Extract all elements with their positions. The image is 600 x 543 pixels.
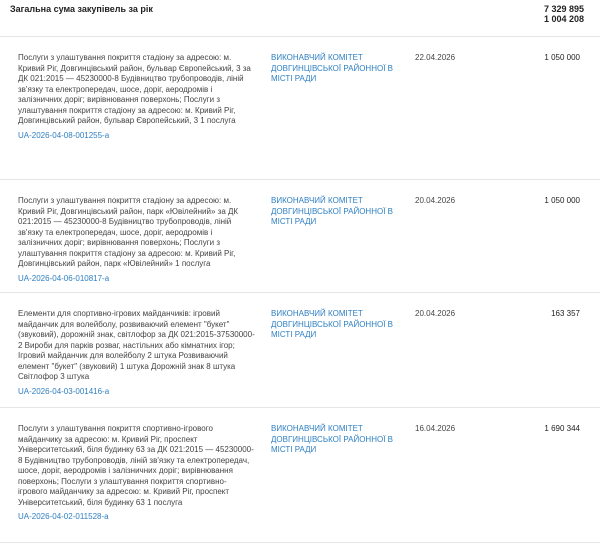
row-date: 22.04.2026 bbox=[415, 53, 456, 62]
summary-total: 7 329 895 bbox=[543, 4, 584, 14]
row-date: 20.04.2026 bbox=[415, 196, 456, 205]
row-description bbox=[18, 309, 256, 397]
description-text: Послуги з улаштування покриття стадіону за адресою: м. Кривий Ріг, Довгинцівський район, бульвар Європейський, 3 за ДК 021:2015 — 45230000-8 Будівництво трубопроводів, ліній зв'язку та електропередач, шосе, доріг, аеродромів і залізничних доріг; вирівнювання поверхонь; Послуги з улаштування покриття стадіону за адресою: м. Кривий Ріг, Довгинцівський район, бульвар Європейський, 3 1 послуга bbox=[18, 53, 251, 125]
tender-id-link[interactable]: UA-2026-04-03-001416-a bbox=[18, 386, 110, 396]
procurement-row bbox=[0, 293, 600, 408]
organization-link[interactable]: ВИКОНАВЧИЙ КОМІТЕТ ДОВГИНЦІВСЬКОЇ РАЙОННОЇ В МІСТІ РАДИ bbox=[271, 53, 393, 83]
procurement-row bbox=[0, 37, 600, 180]
organization-link[interactable]: ВИКОНАВЧИЙ КОМІТЕТ ДОВГИНЦІВСЬКОЇ РАЙОННОЇ В МІСТІ РАДИ bbox=[271, 424, 393, 454]
row-description bbox=[18, 424, 256, 523]
organization-link[interactable]: ВИКОНАВЧИЙ КОМІТЕТ ДОВГИНЦІВСЬКОЇ РАЙОННОЇ В МІСТІ РАДИ bbox=[271, 309, 393, 339]
row-amount: 1 050 000 bbox=[544, 196, 580, 205]
summary-subtotal: 1 004 208 bbox=[543, 14, 584, 24]
description-text: Послуги з улаштування покриття стадіону за адресою: м. Кривий Ріг, Довгинцівський район, парк «Ювілейний» за ДК 021:2015 — 45230000-8 Будівництво трубопроводів, ліній зв'язку та електропередач, шосе, доріг, аеродромів і залізничних доріг; вирівнювання поверхонь; Послуги з улаштування покриття стадіону за адресою: м. Кривий Ріг, Довгинцівський район, парк «Ювілейний» 1 послуга bbox=[18, 196, 239, 268]
row-date: 20.04.2026 bbox=[415, 309, 456, 318]
row-amount: 1 050 000 bbox=[544, 53, 580, 62]
organization-link[interactable]: ВИКОНАВЧИЙ КОМІТЕТ ДОВГИНЦІВСЬКОЇ РАЙОННОЇ В МІСТІ РАДИ bbox=[271, 196, 393, 226]
tender-id-link[interactable]: UA-2026-04-02-011528-a bbox=[18, 512, 109, 521]
row-description bbox=[18, 53, 256, 141]
description-text: Елементи для спортивно-ігрових майданчиків: ігровий майданчик для волейболу, розвиваючий елемент "букет" (звуковий), дорожній знак, світлофор за ДК 021:2015-37530000-2 Вироби для парків розваг, настільних або кімнатних ігор; Ігровий майданчик для волейболу 2 штука Розвиваючий елемент "букет" (звуковий) 1 штука Дорожній знак 8 штука Світлофор 3 штука bbox=[18, 309, 255, 381]
row-description bbox=[18, 196, 256, 284]
procurement-row bbox=[0, 408, 600, 543]
annual-summary bbox=[0, 0, 600, 37]
row-amount: 1 690 344 bbox=[544, 424, 580, 433]
row-amount: 163 357 bbox=[551, 309, 580, 318]
procurement-row bbox=[0, 180, 600, 293]
tender-id-link[interactable]: UA-2026-04-08-001255-a bbox=[18, 130, 110, 140]
summary-title: Загальна сума закупівель за рік bbox=[10, 4, 153, 14]
row-date: 16.04.2026 bbox=[415, 424, 456, 433]
summary-values bbox=[544, 4, 584, 24]
tender-id-link[interactable]: UA-2026-04-06-010817-a bbox=[18, 273, 110, 283]
description-text: Послуги з улаштування покриття спортивно-ігрового майданчику за адресою: м. Кривий Ріг, проспект Університетський, біля будинку 63 за ДК 021:2015 — 45230000-8 Будівництво трубопроводів, ліній зв'язку та електропередач, шосе, доріг, аеродромів і залізничних доріг; вирівнювання поверхонь; Послуги з улаштування покриття спортивно-ігрового майданчику за адресою: м. Кривий Ріг, проспект Університетський, біля будинку 63 1 послуга bbox=[18, 424, 254, 507]
